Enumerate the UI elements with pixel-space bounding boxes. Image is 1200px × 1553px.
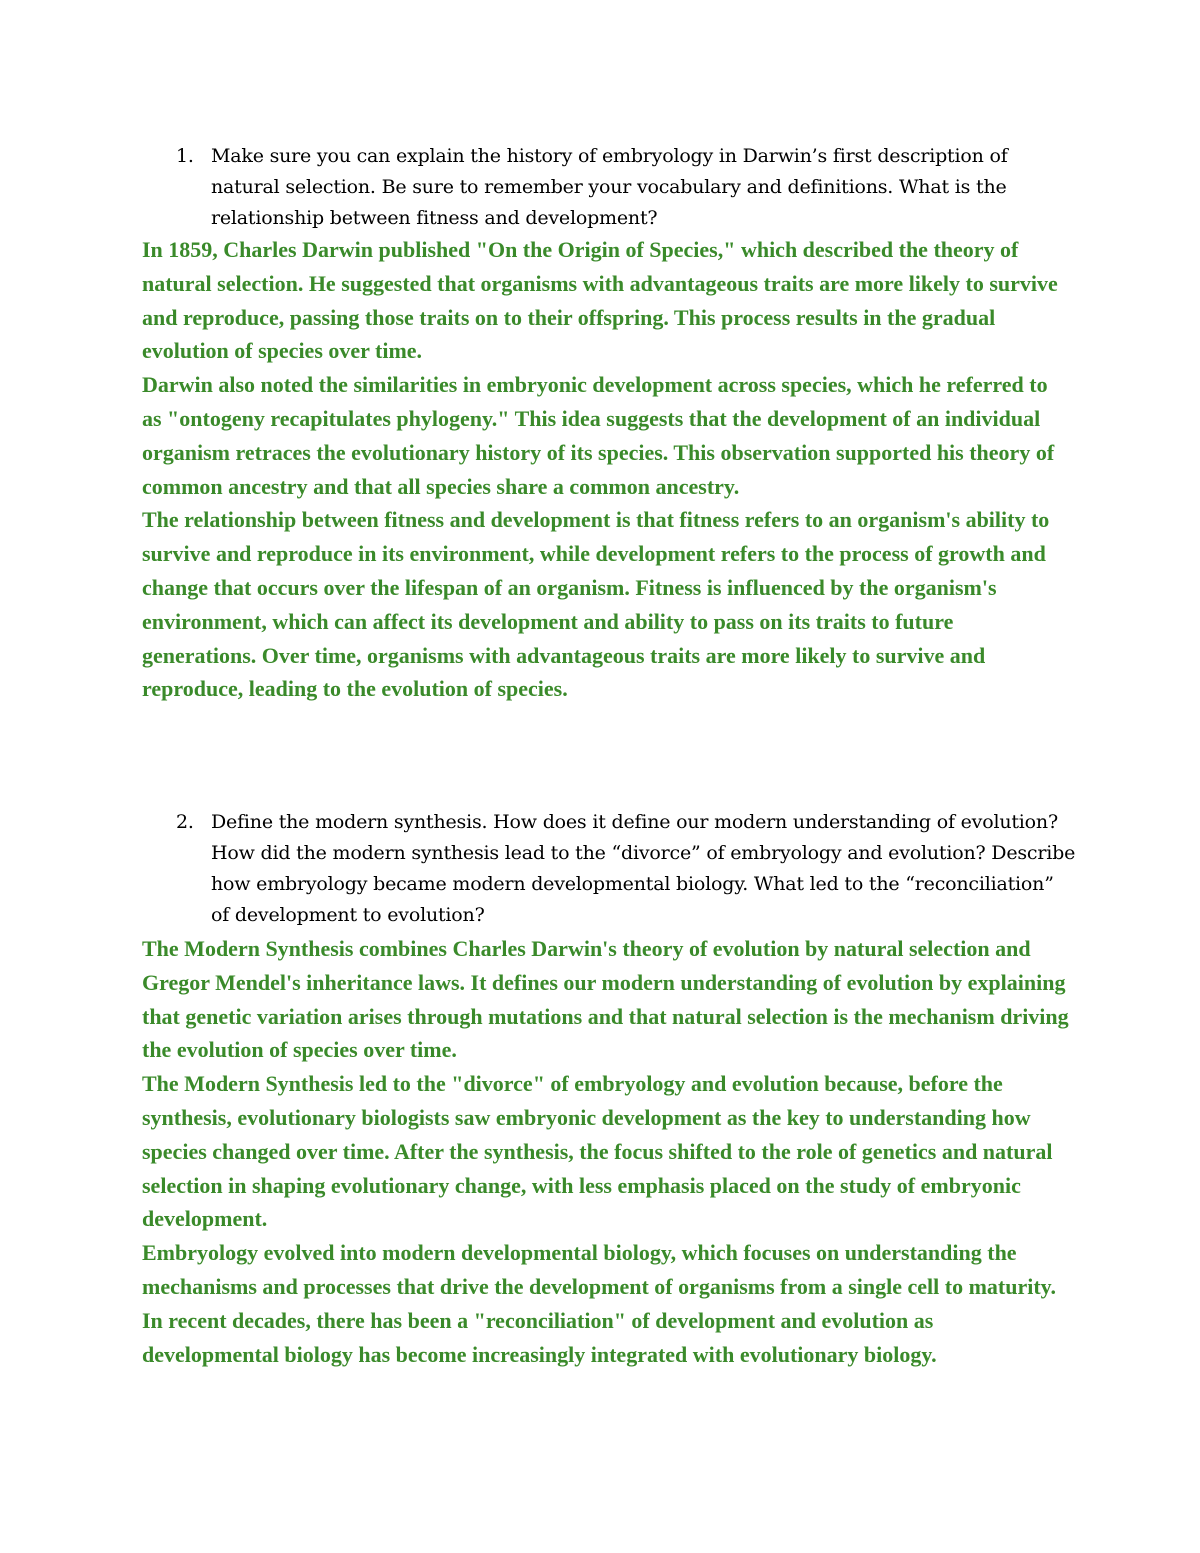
question-text: Define the modern synthesis. How does it define our modern understanding of evolution? How did the modern synthesis lead to the “divorce” of embryology and evolution? Describe how embryology became modern developmental biology. What led to the “reconciliation” of development to evolution? — [211, 811, 1076, 926]
answer-paragraph: In recent decades, there has been a "reconciliation" of development and evolution as developmental biology has become increasingly integrated with evolutionary biology. — [142, 1307, 937, 1367]
answer-paragraph: Embryology evolved into modern developmental biology, which focuses on understanding the mechanisms and processes that drive the development of organisms from a single cell to maturity. — [142, 1240, 1056, 1299]
answer-paragraph: The Modern Synthesis led to the "divorce" of embryology and evolution because, before the synthesis, evolutionary biologists saw embryonic development as the key to understanding how species changed over time. After the synthesis, the focus shifted to the role of genetics and natural selection in shaping evolutionary change, with less emphasis placed on the study of embryonic development. — [142, 1071, 1053, 1232]
question-number: 2. — [176, 811, 194, 833]
question-2 — [176, 807, 1076, 931]
answer-paragraph: The Modern Synthesis combines Charles Darwin's theory of evolution by natural selection and Gregor Mendel's inheritance laws. It defines our modern understanding of evolution by explaining that genetic variation arises through mutations and that natural selection is the mechanism driving the evolution of species over time. — [142, 936, 1069, 1063]
answer-paragraph: Darwin also noted the similarities in embryonic development across species, which he referred to as "ontogeny recapitulates phylogeny." This idea suggests that the development of an individual organism retraces the evolutionary history of its species. This observation supported his theory of common ancestry and that all species share a common ancestry. — [142, 372, 1055, 499]
question-1 — [176, 141, 1076, 234]
answer-1 — [142, 233, 1072, 706]
question-text: Make sure you can explain the history of embryology in Darwin’s first description of natural selection. Be sure to remember your vocabulary and definitions. What is the relationship between fitness and development? — [211, 145, 1008, 229]
answer-paragraph: In 1859, Charles Darwin published "On the Origin of Species," which described the theory of natural selection. He suggested that organisms with advantageous traits are more likely to survive and reproduce, passing those traits on to their offspring. This process results in the gradual evolution of species over time. — [142, 237, 1058, 364]
question-number: 1. — [176, 145, 194, 167]
answer-2 — [142, 932, 1072, 1371]
answer-paragraph: The relationship between fitness and development is that fitness refers to an organism's ability to survive and reproduce in its environment, while development refers to the process of growth and change that occurs over the lifespan of an organism. Fitness is influenced by the organism's environment, which can affect its development and ability to pass on its traits to future generations. Over time, organisms with advantageous traits are more likely to survive and reproduce, leading to the evolution of species. — [142, 507, 1050, 702]
